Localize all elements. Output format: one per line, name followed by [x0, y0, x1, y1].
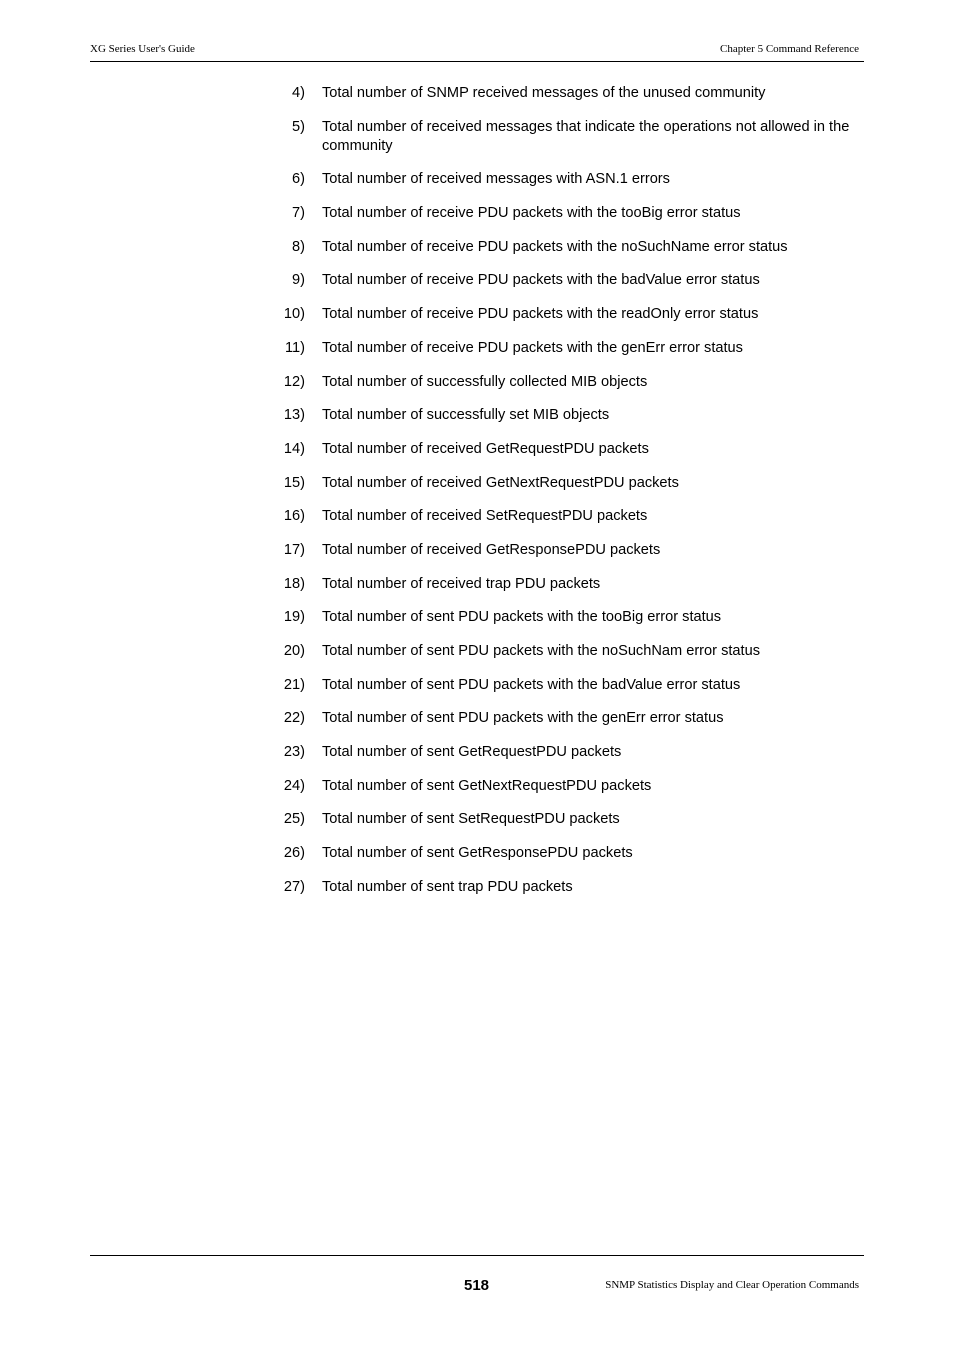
list-item-number: 13) [283, 407, 305, 424]
list-item-number: 17) [283, 541, 305, 558]
list-item [260, 170, 864, 189]
list-item [260, 373, 864, 392]
list-item-text: Total number of receive PDU packets with the noSuchName error status [322, 238, 788, 255]
list-item-text: Total number of sent trap PDU packets [322, 878, 573, 895]
list-item-text: Total number of received messages with ASN.1 errors [322, 171, 670, 188]
list-item-text: Total number of receive PDU packets with the badValue error status [322, 272, 760, 289]
list-item-text: Total number of sent SetRequestPDU packets [322, 811, 620, 828]
list-item-number: 19) [283, 609, 305, 626]
list-item-text: Total number of successfully set MIB objects [322, 407, 610, 424]
list-item-number: 16) [283, 508, 305, 525]
list-item-text: Total number of sent PDU packets with the genErr error status [322, 710, 724, 727]
list-item-number: 11) [284, 339, 305, 356]
list-item [260, 642, 864, 661]
list-item-text: Total number of received GetResponsePDU packets [322, 541, 661, 558]
list-item-number: 27) [283, 878, 305, 895]
list-item-number: 20) [283, 643, 305, 659]
list-item-number: 23) [283, 744, 305, 761]
list-item [260, 406, 864, 425]
list-item-text: Total number of received GetRequestPDU packets [322, 440, 649, 457]
chapter-title: Chapter 5 Command Reference [720, 43, 859, 55]
list-item-number: 12) [283, 373, 305, 390]
list-item [260, 709, 864, 728]
list-item [260, 676, 864, 695]
list-item [260, 271, 864, 290]
list-item-number: 6) [292, 171, 305, 188]
list-item [260, 777, 864, 796]
list-item [260, 575, 864, 594]
section-title: SNMP Statistics Display and Clear Operation Commands [605, 1279, 859, 1291]
list-item-number: 9) [292, 272, 305, 289]
list-item-text: Total number of sent GetNextRequestPDU packets [322, 777, 652, 794]
list-item-text: Total number of received GetNextRequestPDU packets [322, 474, 679, 491]
list-item-number: 10) [283, 306, 305, 323]
list-item-text: Total number of receive PDU packets with the genErr error status [322, 339, 743, 356]
list-item [260, 507, 864, 526]
list-item-text: Total number of sent GetResponsePDU packets [322, 845, 633, 862]
list-item-text: Total number of sent PDU packets with the tooBig error status [322, 609, 722, 626]
list-item-number: 7) [292, 205, 305, 222]
list-item [260, 238, 864, 257]
list-item [260, 440, 864, 459]
document-title: XG Series User's Guide [90, 43, 195, 55]
list-item-number: 18) [283, 575, 305, 592]
list-item-text: Total number of SNMP received messages of the unused community [322, 85, 766, 101]
page-footer [90, 1255, 864, 1296]
page-number: 518 [464, 1277, 490, 1294]
list-item-number: 26) [283, 845, 305, 862]
list-item-number: 22) [283, 710, 305, 727]
list-item-text: Total number of receive PDU packets with the tooBig error status [322, 205, 741, 222]
list-item-number: 25) [283, 811, 305, 828]
list-item [260, 608, 864, 627]
list-item-number: 21) [283, 676, 305, 693]
list-item [260, 305, 864, 324]
page-header [90, 41, 864, 62]
list-item [260, 474, 864, 493]
list-item-text: Total number of received SetRequestPDU packets [322, 508, 648, 525]
list-item-text: Total number of received trap PDU packets [322, 575, 601, 592]
list-item-number: 8) [292, 238, 305, 255]
list-item-number: 4) [292, 85, 305, 101]
list-item-number: 15) [283, 474, 305, 491]
list-item [260, 84, 864, 103]
list-item [260, 810, 864, 829]
list-item-text: Total number of sent PDU packets with the badValue error status [322, 676, 741, 693]
list-item [260, 118, 864, 156]
list-item-text: Total number of sent PDU packets with the noSuchNam error status [322, 643, 761, 659]
list-item-number: 5) [292, 118, 305, 135]
list-item [260, 339, 864, 358]
list-item-text: Total number of receive PDU packets with the readOnly error status [322, 306, 759, 323]
list-item [260, 743, 864, 762]
list-item [260, 204, 864, 223]
list-item [260, 541, 864, 560]
statistics-item-list [260, 84, 864, 912]
list-item-text: Total number of successfully collected MIB objects [322, 373, 648, 390]
list-item [260, 878, 864, 897]
list-item-text: Total number of sent GetRequestPDU packets [322, 744, 622, 761]
list-item [260, 844, 864, 863]
list-item-number: 24) [283, 777, 305, 794]
list-item-number: 14) [283, 440, 305, 457]
list-item-text: Total number of received messages that indicate the operations not allowed in the community [322, 118, 850, 154]
